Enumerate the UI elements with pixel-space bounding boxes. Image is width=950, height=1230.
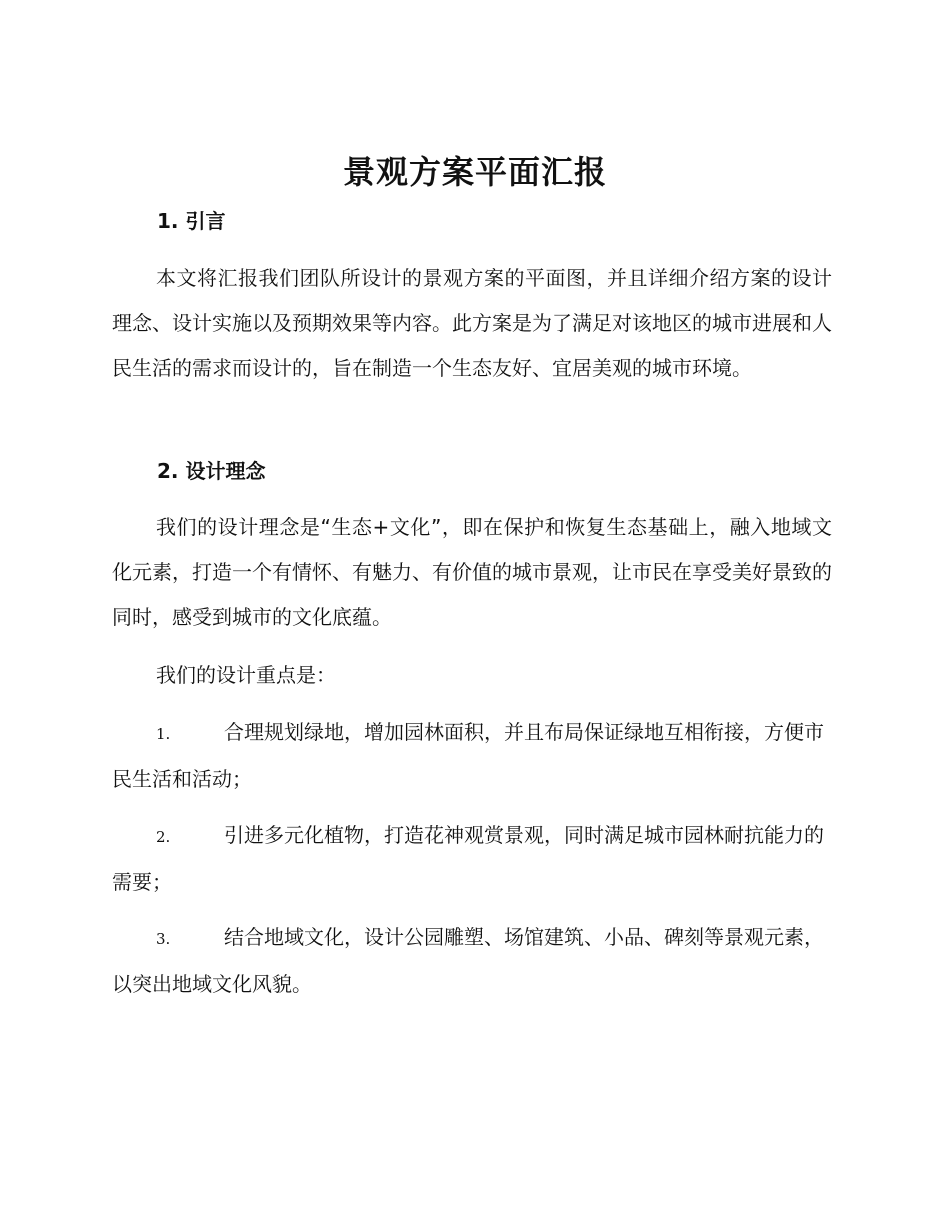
- list-item-number: 3.: [156, 930, 171, 948]
- list-item: [112, 915, 832, 1007]
- section-heading-introduction: 1. 引言: [157, 209, 226, 233]
- list-item-number: 1.: [156, 725, 171, 743]
- list-item-number: 2.: [156, 828, 171, 846]
- introduction-paragraph: 本文将汇报我们团队所设计的景观方案的平面图，并且详细介绍方案的设计理念、设计实施以及预期效果等内容。此方案是为了满足对该地区的城市进展和人民生活的需求而设计的，旨在制造一个生态友好、宜居美观的城市环境。: [112, 266, 832, 380]
- document-title: 景观方案平面汇报: [342, 153, 607, 191]
- list-item-text: 结合地域文化，设计公园雕塑、场馆建筑、小品、碑刻等景观元素，以突出地域文化风貌。: [112, 925, 824, 996]
- list-item-text: 合理规划绿地，增加园林面积，并且布局保证绿地互相衔接，方便市民生活和活动；: [112, 720, 824, 791]
- list-item: [112, 813, 832, 905]
- list-item: [112, 710, 832, 802]
- section-heading-design-concept: 2. 设计理念: [157, 459, 266, 483]
- list-item-text: 引进多元化植物，打造花神观赏景观，同时满足城市园林耐抗能力的需要；: [112, 823, 824, 894]
- design-concept-paragraph: 我们的设计理念是“生态+文化”，即在保护和恢复生态基础上，融入地域文化元素，打造一个有情怀、有魅力、有价值的城市景观，让市民在享受美好景致的同时，感受到城市的文化底蕴。: [112, 515, 832, 629]
- design-focus-intro: 我们的设计重点是：: [156, 663, 336, 687]
